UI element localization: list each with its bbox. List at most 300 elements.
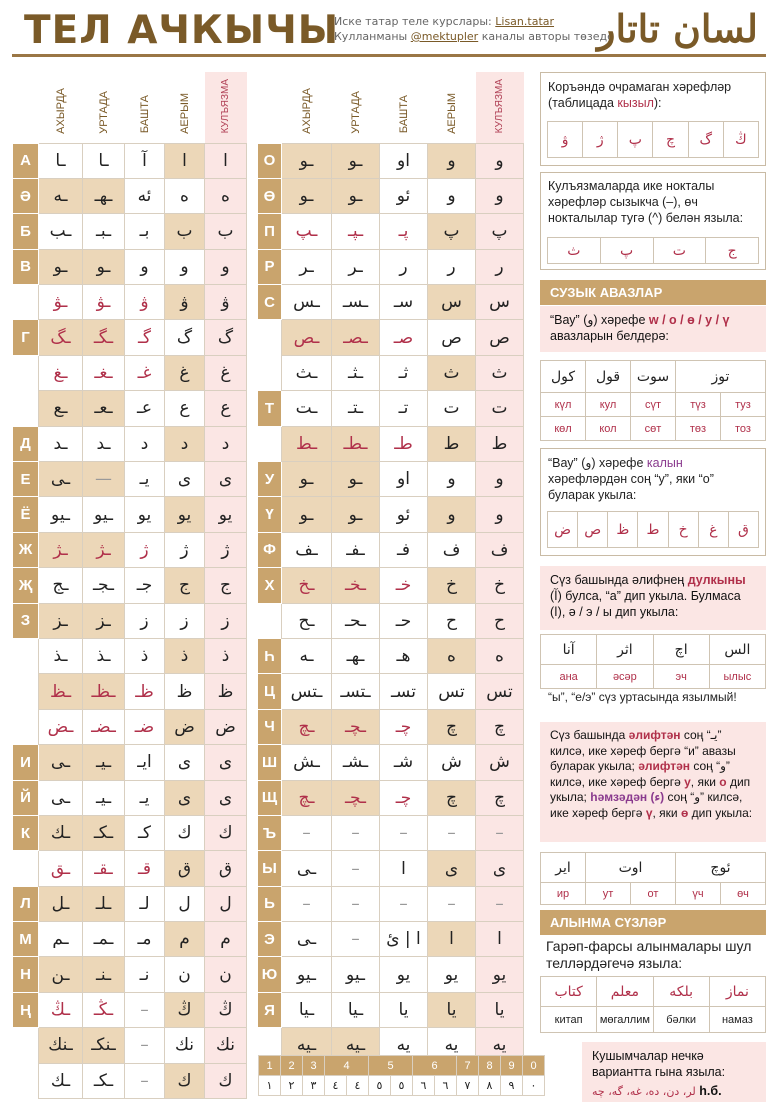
subtitle-line2b: каналы авторы төзеде — [481, 30, 614, 43]
page-title: ТЕЛ АЧКЫЧЫ — [24, 8, 340, 53]
letter-cell: ل — [165, 886, 205, 921]
letter-cell: ـتـ — [332, 391, 380, 426]
cell: 2 — [281, 1056, 303, 1076]
letter-cell: ف — [476, 532, 524, 567]
letter-label: Ө — [258, 178, 282, 213]
table-row — [13, 462, 247, 497]
letter-cell: ـو — [282, 178, 332, 213]
letter-label: Ё — [13, 497, 39, 532]
letter-cell: گـ — [125, 320, 165, 355]
letter-cell: ث — [476, 355, 524, 390]
suffix-etc: һ.б. — [699, 1084, 722, 1098]
table-row — [258, 320, 524, 355]
letter-label: Х — [258, 568, 282, 603]
letter-cell: – — [380, 886, 428, 921]
letter-cell: ـو — [332, 178, 380, 213]
letter-cell: ص — [428, 320, 476, 355]
cell: اچ — [653, 635, 709, 665]
letter-cell: ث — [428, 355, 476, 390]
letter-cell: ع — [165, 391, 205, 426]
letter-label — [13, 709, 39, 744]
letter-cell: ـڭـ — [83, 992, 125, 1027]
table-row — [13, 709, 247, 744]
letter-cell: ـچ — [282, 780, 332, 815]
letter-label: О — [258, 143, 282, 178]
letter-cell: تـ — [380, 391, 428, 426]
alif-dul: дулкыны — [687, 573, 746, 587]
cell: көл — [541, 417, 586, 441]
letter-cell: یـ — [125, 462, 165, 497]
letter-cell: تسـ — [380, 674, 428, 709]
cell: ٣ — [303, 1076, 325, 1096]
letter-label: Щ — [258, 780, 282, 815]
letter-cell: ـفـ — [332, 532, 380, 567]
letter-cell: ت — [428, 391, 476, 426]
letter-cell: ـج — [39, 568, 83, 603]
letter-cell: عـ — [125, 391, 165, 426]
cell: бәлки — [653, 1007, 709, 1033]
letter-label: Л — [13, 886, 39, 921]
letter-cell: خ — [428, 568, 476, 603]
table-row — [258, 178, 524, 213]
letter-label: Н — [13, 957, 39, 992]
table-row — [13, 143, 247, 178]
letter-cell: – — [282, 815, 332, 850]
letter-cell: ی — [205, 780, 247, 815]
letter-cell: ب — [205, 214, 247, 249]
cell: ث — [548, 238, 601, 264]
letter-cell: ـغـ — [83, 355, 125, 390]
cell: اوت — [586, 853, 676, 883]
table-row — [258, 462, 524, 497]
cell: ظ — [608, 512, 638, 548]
cell: توز — [676, 361, 766, 393]
letter-cell: نك — [165, 1028, 205, 1063]
letter-cell: قـ — [125, 851, 165, 886]
cell: үч — [676, 883, 721, 905]
cell: төз — [676, 417, 721, 441]
cell: от — [631, 883, 676, 905]
cell: 8 — [479, 1056, 501, 1076]
cell: ٦ — [435, 1076, 457, 1096]
cell: ١ — [259, 1076, 281, 1096]
letter-cell: ت — [476, 391, 524, 426]
letter-label: Й — [13, 780, 39, 815]
alif-note — [540, 566, 766, 630]
col-header: АХЫРДА — [300, 87, 313, 134]
letter-cell: ه — [428, 638, 476, 673]
letter-cell: یه — [476, 1028, 524, 1063]
letter-label: А — [13, 143, 39, 178]
letter-cell: ـڭ — [39, 992, 83, 1027]
letter-cell: و — [428, 143, 476, 178]
table-row — [258, 214, 524, 249]
table-row — [258, 355, 524, 390]
table-row — [13, 780, 247, 815]
letter-cell: ـگـ — [83, 320, 125, 355]
table-row — [13, 674, 247, 709]
letter-cell: ـع — [39, 391, 83, 426]
box2-text: Кулъязмаларда ике нокталы хәрефләр сызыкча (–), өч нокталылар тугә (^) белән языла: — [548, 179, 744, 225]
header — [10, 4, 766, 56]
letter-cell: ی — [205, 745, 247, 780]
cell: قول — [586, 361, 631, 393]
table-row — [13, 957, 247, 992]
letter-cell: ی — [165, 462, 205, 497]
letter-cell: ـو — [282, 143, 332, 178]
letter-cell: — — [83, 462, 125, 497]
letter-cell: ـم — [39, 922, 83, 957]
letter-cell: ئو — [380, 497, 428, 532]
letter-cell: و — [428, 462, 476, 497]
letter-cell: ظـ — [125, 674, 165, 709]
letter-cell: و — [428, 178, 476, 213]
cell: سوت — [631, 361, 676, 393]
letter-label: Ц — [258, 674, 282, 709]
letter-cell: – — [428, 886, 476, 921]
vav-note-1 — [540, 306, 766, 352]
letter-cell: و — [476, 497, 524, 532]
table-row — [258, 426, 524, 461]
table-row — [258, 957, 524, 992]
table-row — [258, 603, 524, 638]
letter-cell: ظ — [205, 674, 247, 709]
letter-cell: ـش — [282, 745, 332, 780]
letter-cell: ـثـ — [332, 355, 380, 390]
letter-cell: ر — [380, 249, 428, 284]
col-header: УРТАДА — [97, 90, 110, 134]
mid-alphabet-table — [257, 72, 524, 1064]
letter-label: Р — [258, 249, 282, 284]
letter-cell: پـ — [380, 214, 428, 249]
letter-cell: ظ — [165, 674, 205, 709]
letter-cell: ج — [165, 568, 205, 603]
letter-label: Ю — [258, 957, 282, 992]
letter-cell: ف — [428, 532, 476, 567]
letter-cell: ر — [476, 249, 524, 284]
letter-cell: ه — [476, 638, 524, 673]
cell: 4 — [325, 1056, 369, 1076]
letter-cell: ـظـ — [83, 674, 125, 709]
col-header: БАШТА — [397, 95, 410, 134]
letter-label: Ы — [258, 851, 282, 886]
letter-cell: ی — [476, 851, 524, 886]
table-row — [13, 568, 247, 603]
letter-cell: ب — [165, 214, 205, 249]
letter-label: Ң — [13, 992, 39, 1027]
letter-cell: – — [125, 1063, 165, 1098]
letter-cell: ا — [380, 851, 428, 886]
letter-cell: ـیـ — [83, 780, 125, 815]
letter-cell: چ — [476, 780, 524, 815]
non-quran-letters-box — [540, 72, 766, 166]
table-row — [258, 780, 524, 815]
cell: ана — [541, 665, 597, 689]
table-row — [13, 497, 247, 532]
letter-cell: حـ — [380, 603, 428, 638]
letter-cell: ا — [476, 922, 524, 957]
letter-cell: یا — [380, 992, 428, 1027]
letter-cell: تس — [476, 674, 524, 709]
letter-cell: و — [205, 249, 247, 284]
letter-cell: ـچ — [282, 709, 332, 744]
letter-label: Я — [258, 992, 282, 1027]
letter-cell: جـ — [125, 568, 165, 603]
letter-cell: ـكـ — [83, 1063, 125, 1098]
letter-cell: ـگ — [39, 320, 83, 355]
letter-cell: ض — [205, 709, 247, 744]
letter-cell: ضـ — [125, 709, 165, 744]
letter-cell: س — [476, 285, 524, 320]
letter-cell: ك — [205, 815, 247, 850]
letter-label: Ү — [258, 497, 282, 532]
cell: غ — [698, 512, 728, 548]
letter-cell: ـز — [39, 603, 83, 638]
table-row — [13, 603, 247, 638]
letter-cell: ه — [165, 178, 205, 213]
letter-cell: ـط — [282, 426, 332, 461]
vav1-post: авазларын белдерә: — [550, 329, 669, 343]
table-row — [258, 922, 524, 957]
letter-cell: شـ — [380, 745, 428, 780]
table-row — [13, 532, 247, 567]
letter-cell: ـی — [39, 462, 83, 497]
alif-table — [540, 634, 766, 689]
table-row — [258, 143, 524, 178]
letter-label: Җ — [13, 568, 39, 603]
letter-cell: ڭ — [205, 992, 247, 1027]
letter-cell: ـحـ — [332, 603, 380, 638]
letter-cell: یو — [476, 957, 524, 992]
letter-cell: ـمـ — [83, 922, 125, 957]
letter-label: М — [13, 922, 39, 957]
table-row — [258, 745, 524, 780]
alif-mid: (آ) булса, “а” дип укыла. Булмаса (ا), ә / э / ы дип укыла: — [550, 589, 741, 619]
letter-cell: ـیـ — [83, 745, 125, 780]
cell: ق — [728, 512, 758, 548]
cell: ض — [548, 512, 578, 548]
letter-label: Д — [13, 426, 39, 461]
letter-cell: – — [332, 922, 380, 957]
letter-cell: ـچـ — [332, 780, 380, 815]
letter-cell: ك — [205, 1063, 247, 1098]
letter-cell: ـشـ — [332, 745, 380, 780]
letter-label: Ж — [13, 532, 39, 567]
table-row — [13, 886, 247, 921]
suffix-text: Кушымчалар нечкә вариантта гына языла: — [592, 1049, 726, 1079]
letter-cell: ـص — [282, 320, 332, 355]
letter-cell: ـیو — [332, 957, 380, 992]
table-row — [258, 674, 524, 709]
mektupler-link[interactable]: @mektupler — [410, 30, 479, 43]
letter-cell: نك — [205, 1028, 247, 1063]
letter-cell: نـ — [125, 957, 165, 992]
vav2-kalyn: калын — [646, 456, 683, 470]
letter-cell: ذ — [165, 638, 205, 673]
letter-cell: هـ — [380, 638, 428, 673]
letter-cell: ا — [165, 143, 205, 178]
cell: پ — [600, 238, 653, 264]
letter-cell: ـپـ — [332, 214, 380, 249]
letter-cell: ـح — [282, 603, 332, 638]
vav-table — [540, 360, 766, 441]
cell: түз — [676, 393, 721, 417]
table-row — [258, 532, 524, 567]
letter-cell: ـك — [39, 1063, 83, 1098]
dots-box — [540, 172, 766, 270]
cell: اثر — [597, 635, 653, 665]
cell: намаз — [709, 1007, 765, 1033]
cell: ٥ — [391, 1076, 413, 1096]
letter-cell: ـظ — [39, 674, 83, 709]
letter-cell: ـخ — [282, 568, 332, 603]
letter-cell: او — [380, 143, 428, 178]
letter-cell: ـی — [39, 745, 83, 780]
letter-cell: ثـ — [380, 355, 428, 390]
cell: 6 — [413, 1056, 457, 1076]
letter-cell: ـو — [39, 249, 83, 284]
vav2-pre: “Вау” (و) хәрефе — [548, 456, 644, 470]
letter-cell: ـعـ — [83, 391, 125, 426]
vav2-mid: хәрефләрдән соң “у”, яки “о” буларак укыла: — [548, 472, 714, 502]
cell: тоз — [721, 417, 766, 441]
letter-cell: ـذ — [39, 638, 83, 673]
letter-cell: ـذ — [83, 638, 125, 673]
table-row — [13, 1063, 247, 1098]
letter-cell: ـز — [83, 603, 125, 638]
table-row — [13, 992, 247, 1027]
letter-cell: یا — [428, 992, 476, 1027]
cell: ут — [586, 883, 631, 905]
numbers-table — [258, 1055, 545, 1096]
letter-cell: ـی — [282, 851, 332, 886]
letter-cell: آ — [125, 143, 165, 178]
letter-label: Ъ — [258, 815, 282, 850]
cell: كتاب — [541, 977, 597, 1007]
alif-pre: Сүз башында әлифнең — [550, 573, 685, 587]
letter-label — [258, 426, 282, 461]
table-row — [258, 568, 524, 603]
letter-cell: د — [125, 426, 165, 461]
letter-cell: ۋ — [165, 285, 205, 320]
letter-cell: ـهـ — [332, 638, 380, 673]
alif-warning: “ы”, “е/э” сүз уртасында язылмый! — [548, 690, 737, 704]
letter-cell: ژ — [165, 532, 205, 567]
cell: ط — [638, 512, 668, 548]
cell: кол — [586, 417, 631, 441]
cell: сүт — [631, 393, 676, 417]
letter-label — [258, 603, 282, 638]
letter-cell: طـ — [380, 426, 428, 461]
letter-cell: پ — [476, 214, 524, 249]
letter-cell: ـت — [282, 391, 332, 426]
letter-cell: و — [476, 143, 524, 178]
table-row — [13, 922, 247, 957]
table-row — [258, 391, 524, 426]
table-row — [258, 886, 524, 921]
letter-label — [13, 851, 39, 886]
letter-cell: – — [282, 886, 332, 921]
letter-cell: ذ — [125, 638, 165, 673]
table-row — [13, 851, 247, 886]
letter-cell: ـیه — [282, 1028, 332, 1063]
letter-cell: یو — [380, 957, 428, 992]
letter-cell: خ — [476, 568, 524, 603]
cell: ٧ — [457, 1076, 479, 1096]
table-row — [258, 709, 524, 744]
letter-cell: ـهـ — [83, 178, 125, 213]
letter-cell: گ — [165, 320, 205, 355]
letter-cell: ذ — [205, 638, 247, 673]
table-row — [13, 214, 247, 249]
cell: ج — [706, 238, 759, 264]
letter-cell: یو — [165, 497, 205, 532]
letter-cell: – — [332, 815, 380, 850]
loanwords-header: АЛЫНМА СҮЗЛӘР — [540, 910, 766, 935]
letter-cell: ـنـ — [83, 957, 125, 992]
box1-text: Коръәндә очрамаган хәрефләр (таблицада — [548, 80, 732, 110]
letter-cell: و — [428, 497, 476, 532]
letter-cell: ی — [428, 851, 476, 886]
cell: ڭ — [723, 122, 758, 158]
letter-cell: ز — [125, 603, 165, 638]
table-row — [13, 1028, 247, 1063]
letter-cell: و — [165, 249, 205, 284]
cell: ٤ — [347, 1076, 369, 1096]
letter-cell: ئو — [380, 178, 428, 213]
letter-cell: چ — [476, 709, 524, 744]
letter-cell: چـ — [380, 780, 428, 815]
letter-cell: ـسـ — [332, 285, 380, 320]
letter-cell: ـب — [39, 214, 83, 249]
vav-note-2 — [540, 448, 766, 556]
letter-cell: – — [332, 886, 380, 921]
letter-cell: ژ — [125, 532, 165, 567]
letter-cell: یو — [205, 497, 247, 532]
letter-cell: صـ — [380, 320, 428, 355]
cell: ایر — [541, 853, 586, 883]
letter-label — [13, 1063, 39, 1098]
cell: ٩ — [501, 1076, 523, 1096]
letter-cell: – — [476, 886, 524, 921]
cell: ылыс — [709, 665, 765, 689]
letter-cell: چ — [428, 709, 476, 744]
cell: كول — [541, 361, 586, 393]
cell: мөгаллим — [597, 1007, 653, 1033]
table-row — [13, 249, 247, 284]
cell: پ — [618, 122, 653, 158]
letter-cell: ـل — [39, 886, 83, 921]
letter-cell: ـی — [39, 780, 83, 815]
table-row — [13, 638, 247, 673]
cell: ٢ — [281, 1076, 303, 1096]
letter-label: К — [13, 815, 39, 850]
letter-cell: ـد — [83, 426, 125, 461]
letter-label: Ч — [258, 709, 282, 744]
lisan-link[interactable]: Lisan.tatar — [495, 15, 555, 28]
letter-cell: چـ — [380, 709, 428, 744]
suffix-arabic: لر، دن، ده، غه، گه، چه — [592, 1085, 696, 1098]
letter-cell: ـد — [39, 426, 83, 461]
letter-cell: ۋ — [125, 285, 165, 320]
cell: 7 — [457, 1056, 479, 1076]
table-row — [258, 497, 524, 532]
cell: ٦ — [413, 1076, 435, 1096]
letter-cell: ـطـ — [332, 426, 380, 461]
letter-cell: چ — [428, 780, 476, 815]
letter-cell: ـغ — [39, 355, 83, 390]
letter-label — [13, 355, 39, 390]
